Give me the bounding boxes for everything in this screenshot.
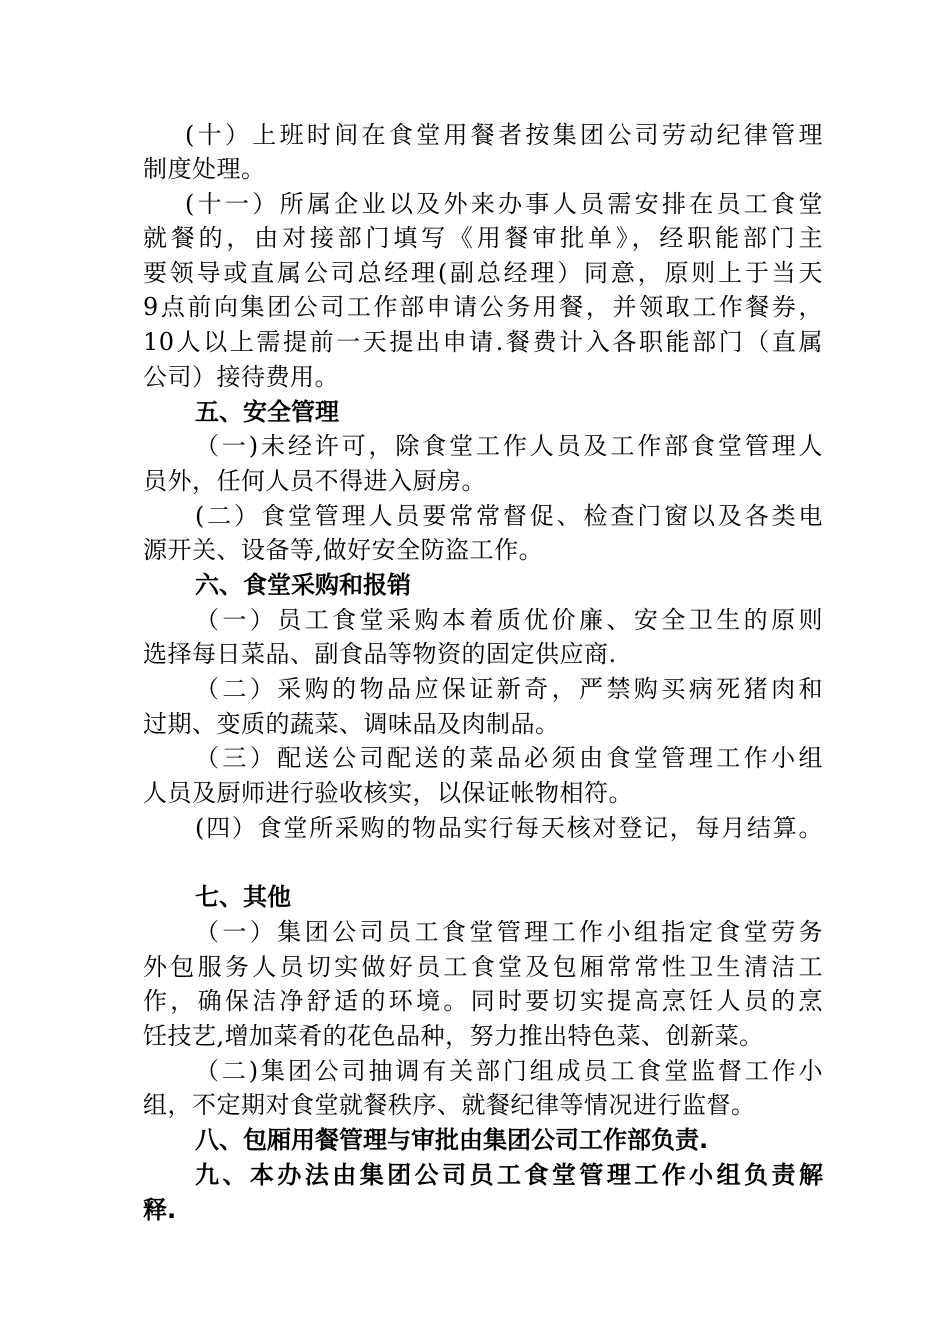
section-6-item-2-line-2: 过期、变质的蔬菜、调味品及肉制品。 — [143, 710, 560, 738]
section-6-item-3-line-1: （三）配送公司配送的菜品必须由食堂管理工作小组 — [195, 744, 823, 772]
section-5-item-1-line-2: 员外，任何人员不得进入厨房。 — [143, 467, 486, 495]
para-10-line-1: (十）上班时间在食堂用餐者按集团公司劳动纪律管理 — [185, 121, 823, 149]
section-5-item-1-line-1: （一)未经许可，除食堂工作人员及工作部食堂管理人 — [195, 432, 823, 460]
para-11-line-3: 要领导或直属公司总经理(副总经理）同意，原则上于当天 — [143, 259, 823, 287]
section-7-item-1-line-2: 外包服务人员切实做好员工食堂及包厢常常性卫生清洁工 — [143, 953, 823, 981]
section-6-item-4-line-1: (四）食堂所采购的物品实行每天核对登记，每月结算。 — [195, 814, 823, 842]
section-5-item-2-line-2: 源开关、设备等,做好安全防盗工作。 — [143, 536, 544, 564]
para-11-line-6: 公司）接待费用。 — [143, 363, 339, 391]
section-6-item-1-line-2: 选择每日菜品、副食品等物资的固定供应商. — [143, 640, 617, 668]
para-11-line-4: 9点前向集团公司工作部申请公务用餐，并领取工作餐券， — [143, 293, 823, 321]
section-8-heading: 八、包厢用餐管理与审批由集团公司工作部负责. — [195, 1126, 709, 1154]
para-11-line-2: 就餐的，由对接部门填写《用餐审批单》，经职能部门主 — [143, 224, 823, 252]
section-7-item-1-line-1: （一）集团公司员工食堂管理工作小组指定食堂劳务 — [195, 918, 823, 946]
section-6-item-1-line-1: （一）员工食堂采购本着质优价廉、安全卫生的原则 — [195, 606, 823, 634]
section-5-heading: 五、安全管理 — [195, 398, 339, 426]
section-7-item-1-line-4: 饪技艺,增加菜肴的花色品种，努力推出特色菜、创新菜。 — [143, 1022, 764, 1050]
section-9-heading-line-1: 九、本办法由集团公司员工食堂管理工作小组负责解 — [195, 1161, 823, 1189]
section-7-item-1-line-3: 作，确保洁净舒适的环境。同时要切实提高烹饪人员的烹 — [143, 987, 823, 1015]
section-7-heading: 七、其他 — [195, 883, 291, 911]
para-11-line-5: 10人以上需提前一天提出申请.餐费计入各职能部门（直属 — [143, 328, 823, 356]
section-6-item-3-line-2: 人员及厨师进行验收核实，以保证帐物相符。 — [143, 779, 633, 807]
section-9-heading-line-2: 释. — [143, 1196, 177, 1224]
section-6-item-2-line-1: （二）采购的物品应保证新奇，严禁购买病死猪肉和 — [195, 675, 823, 703]
para-11-line-1: (十一）所属企业以及外来办事人员需安排在员工食堂 — [185, 190, 823, 218]
section-7-item-2-line-1: （二)集团公司抽调有关部门组成员工食堂监督工作小 — [195, 1057, 823, 1085]
para-10-line-2: 制度处理。 — [143, 155, 266, 183]
section-7-item-2-line-2: 组，不定期对食堂就餐秩序、就餐纪律等情况进行监督。 — [143, 1091, 756, 1119]
section-6-heading: 六、食堂采购和报销 — [195, 571, 411, 599]
section-5-item-2-line-1: (二）食堂管理人员要常常督促、检查门窗以及各类电 — [195, 502, 823, 530]
